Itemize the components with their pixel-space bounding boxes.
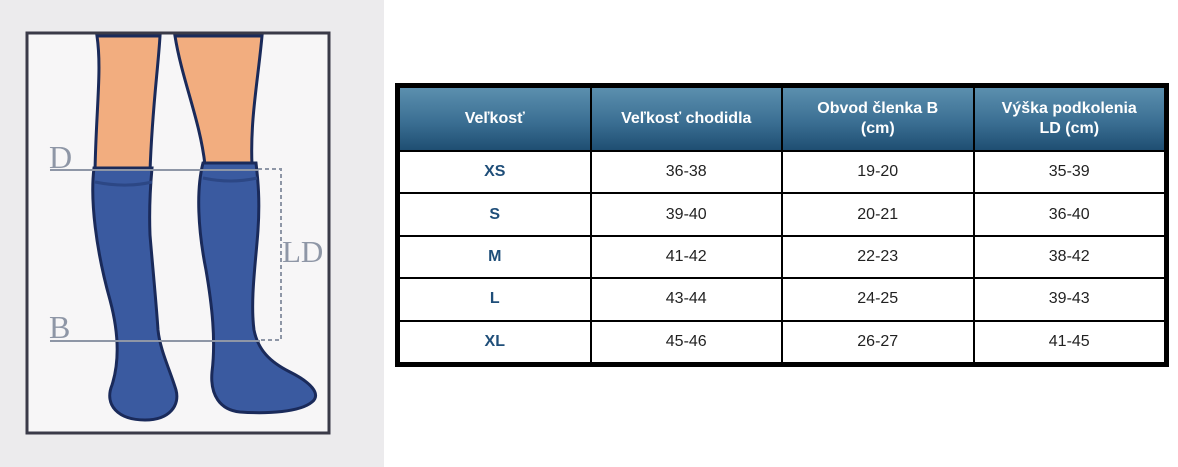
table-row xyxy=(399,236,1165,278)
cell-ankle: 19-20 xyxy=(782,151,974,193)
header-calf-height: Výška podkolenia LD (cm) xyxy=(974,87,1166,151)
table-row xyxy=(399,151,1165,193)
size-table xyxy=(398,86,1166,364)
header-ankle-circumference: Obvod členka B (cm) xyxy=(782,87,974,151)
cell-foot: 43-44 xyxy=(591,278,783,320)
table-row xyxy=(399,193,1165,235)
cell-ankle: 22-23 xyxy=(782,236,974,278)
marker-b: B xyxy=(49,309,71,345)
cell-height: 35-39 xyxy=(974,151,1166,193)
cell-size: M xyxy=(399,236,591,278)
left-leg-skin xyxy=(95,36,160,172)
cell-size: L xyxy=(399,278,591,320)
size-chart xyxy=(395,83,1169,367)
cell-foot: 45-46 xyxy=(591,321,783,363)
cell-height: 39-43 xyxy=(974,278,1166,320)
header-size: Veľkosť xyxy=(399,87,591,151)
cell-size: XS xyxy=(399,151,591,193)
marker-d: D xyxy=(49,139,73,175)
cell-height: 38-42 xyxy=(974,236,1166,278)
cell-ankle: 24-25 xyxy=(782,278,974,320)
cell-size: S xyxy=(399,193,591,235)
compression-sock-drawing xyxy=(0,0,384,467)
table-row xyxy=(399,321,1165,363)
legs-illustration xyxy=(0,0,384,467)
cell-foot: 39-40 xyxy=(591,193,783,235)
cell-ankle: 20-21 xyxy=(782,193,974,235)
marker-ld: LD xyxy=(282,234,324,269)
header-foot-size: Veľkosť chodidla xyxy=(591,87,783,151)
table-header-row xyxy=(399,87,1165,151)
cell-size: XL xyxy=(399,321,591,363)
cell-height: 41-45 xyxy=(974,321,1166,363)
cell-height: 36-40 xyxy=(974,193,1166,235)
cell-foot: 36-38 xyxy=(591,151,783,193)
table-row xyxy=(399,278,1165,320)
cell-foot: 41-42 xyxy=(591,236,783,278)
cell-ankle: 26-27 xyxy=(782,321,974,363)
